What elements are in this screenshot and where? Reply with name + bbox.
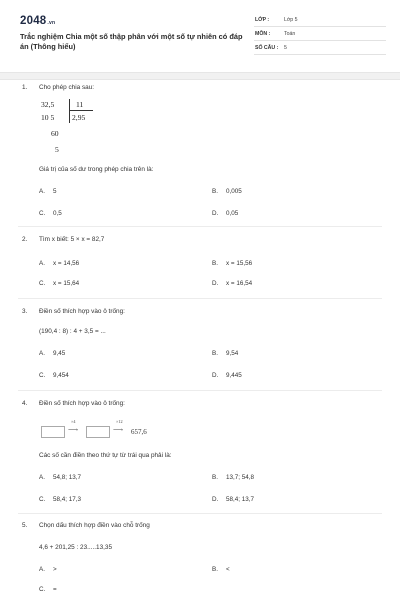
- option-a[interactable]: [39, 474, 81, 481]
- meta-grade-label: LỚP :: [255, 17, 270, 23]
- option-text: x = 15,56: [226, 260, 253, 267]
- division-vertical-line: [69, 99, 70, 123]
- option-text: 58,4; 17,3: [53, 496, 82, 503]
- chain-result: 657,6: [131, 428, 147, 436]
- option-text: 0,05: [226, 210, 239, 217]
- option-letter: A.: [39, 474, 45, 481]
- question-number: 2.: [22, 236, 28, 243]
- option-b[interactable]: [212, 566, 230, 573]
- option-letter: D.: [212, 372, 219, 379]
- question-number: 3.: [22, 308, 28, 315]
- option-c[interactable]: [39, 280, 79, 287]
- division-horizontal-line: [69, 110, 93, 111]
- question-expression: 4,6 + 201,25 : 23.....13,35: [39, 544, 113, 551]
- option-text: 54,8; 13,7: [53, 474, 82, 481]
- question-text: Chọn dấu thích hợp điền vào chỗ trống: [39, 522, 150, 529]
- question-separator: [18, 226, 382, 227]
- option-c[interactable]: [39, 496, 81, 503]
- option-text: 9,54: [226, 350, 239, 357]
- question-text: Điền số thích hợp vào ô trống:: [39, 308, 125, 315]
- meta-subject-value: Toán: [284, 31, 296, 37]
- question-prompt: Các số cần điền theo thứ tự từ trái qua phải là:: [39, 452, 172, 459]
- long-division: [41, 100, 121, 166]
- answer-box-1[interactable]: [41, 426, 65, 438]
- option-letter: B.: [212, 350, 218, 357]
- option-text: x = 16,54: [226, 280, 253, 287]
- meta-count: [254, 42, 386, 55]
- option-text: 58,4; 13,7: [226, 496, 255, 503]
- option-b[interactable]: [212, 188, 242, 195]
- option-letter: B.: [212, 188, 218, 195]
- option-text: >: [53, 566, 57, 573]
- option-letter: C.: [39, 372, 46, 379]
- option-letter: A.: [39, 566, 45, 573]
- option-d[interactable]: [212, 280, 252, 287]
- brand-name: 2048: [20, 15, 47, 27]
- option-letter: C.: [39, 586, 46, 593]
- division-remainder-final: 5: [55, 145, 59, 154]
- division-quotient: 2,95: [72, 113, 86, 122]
- meta-subject-label: MÔN :: [255, 31, 271, 37]
- brand-logo: [20, 15, 55, 27]
- division-divisor: 11: [76, 100, 84, 109]
- option-a[interactable]: [39, 566, 57, 573]
- question-separator: [18, 390, 382, 391]
- meta-count-value: 5: [284, 45, 287, 51]
- division-dividend: 32,5: [41, 100, 55, 109]
- option-text: x = 15,64: [53, 280, 80, 287]
- option-b[interactable]: [212, 260, 252, 267]
- worksheet-title: Trắc nghiệm Chia một số thập phân với một số tự nhiên có đáp án (Thông hiểu): [20, 32, 243, 51]
- question-number: 5.: [22, 522, 28, 529]
- option-a[interactable]: [39, 350, 65, 357]
- option-letter: A.: [39, 188, 45, 195]
- option-text: x = 14,56: [53, 260, 80, 267]
- answer-box-2[interactable]: [86, 426, 110, 438]
- option-letter: D.: [212, 210, 219, 217]
- option-letter: C.: [39, 280, 46, 287]
- brand-suffix: .vn: [47, 20, 56, 26]
- option-d[interactable]: [212, 496, 254, 503]
- option-letter: B.: [212, 474, 218, 481]
- option-letter: A.: [39, 350, 45, 357]
- option-letter: D.: [212, 496, 219, 503]
- option-b[interactable]: [212, 474, 254, 481]
- question-number: 4.: [22, 400, 28, 407]
- meta-grade: [254, 14, 386, 27]
- question-prompt: Giá trị của số dư trong phép chia trên là:: [39, 166, 154, 173]
- option-letter: B.: [212, 566, 218, 573]
- operation-label-1: ×4: [71, 419, 76, 424]
- option-text: 13,7; 54,8: [226, 474, 255, 481]
- option-letter: D.: [212, 280, 219, 287]
- question-number: 1.: [22, 84, 28, 91]
- option-c[interactable]: [39, 372, 69, 379]
- question-separator: [18, 298, 382, 299]
- division-remainder-1: 10 5: [41, 113, 55, 122]
- option-text: 0,5: [53, 210, 62, 217]
- option-a[interactable]: [39, 260, 79, 267]
- division-remainder-2: 60: [51, 129, 59, 138]
- option-text: <: [226, 566, 230, 573]
- option-text: 5: [53, 188, 57, 195]
- option-letter: C.: [39, 210, 46, 217]
- arrow-icon: ⟶: [113, 426, 124, 434]
- option-text: =: [53, 586, 57, 593]
- option-d[interactable]: [212, 372, 242, 379]
- header-divider: [0, 72, 400, 80]
- meta-grade-value: Lớp 5: [284, 17, 298, 23]
- arrow-icon: ⟶: [68, 426, 79, 434]
- question-expression: (190,4 : 8) : 4 + 3,5 = ...: [39, 328, 106, 335]
- option-letter: A.: [39, 260, 45, 267]
- option-text: 9,445: [226, 372, 242, 379]
- option-text: 9,45: [53, 350, 66, 357]
- option-b[interactable]: [212, 350, 238, 357]
- option-c[interactable]: [39, 586, 57, 593]
- option-letter: C.: [39, 496, 46, 503]
- operation-label-2: ×12: [116, 419, 123, 424]
- option-letter: B.: [212, 260, 218, 267]
- question-text: Cho phép chia sau:: [39, 84, 95, 91]
- question-text: Điền số thích hợp vào ô trống:: [39, 400, 125, 407]
- option-text: 9,454: [53, 372, 69, 379]
- option-text: 0,005: [226, 188, 242, 195]
- option-a[interactable]: [39, 188, 57, 195]
- meta-subject: [254, 28, 386, 41]
- option-c[interactable]: [39, 210, 62, 217]
- question-text: Tìm x biết: 5 × x = 82,7: [39, 236, 105, 243]
- meta-count-label: SỐ CÂU :: [255, 45, 279, 51]
- question-separator: [18, 513, 382, 514]
- option-d[interactable]: [212, 210, 238, 217]
- worksheet-header: [14, 14, 386, 64]
